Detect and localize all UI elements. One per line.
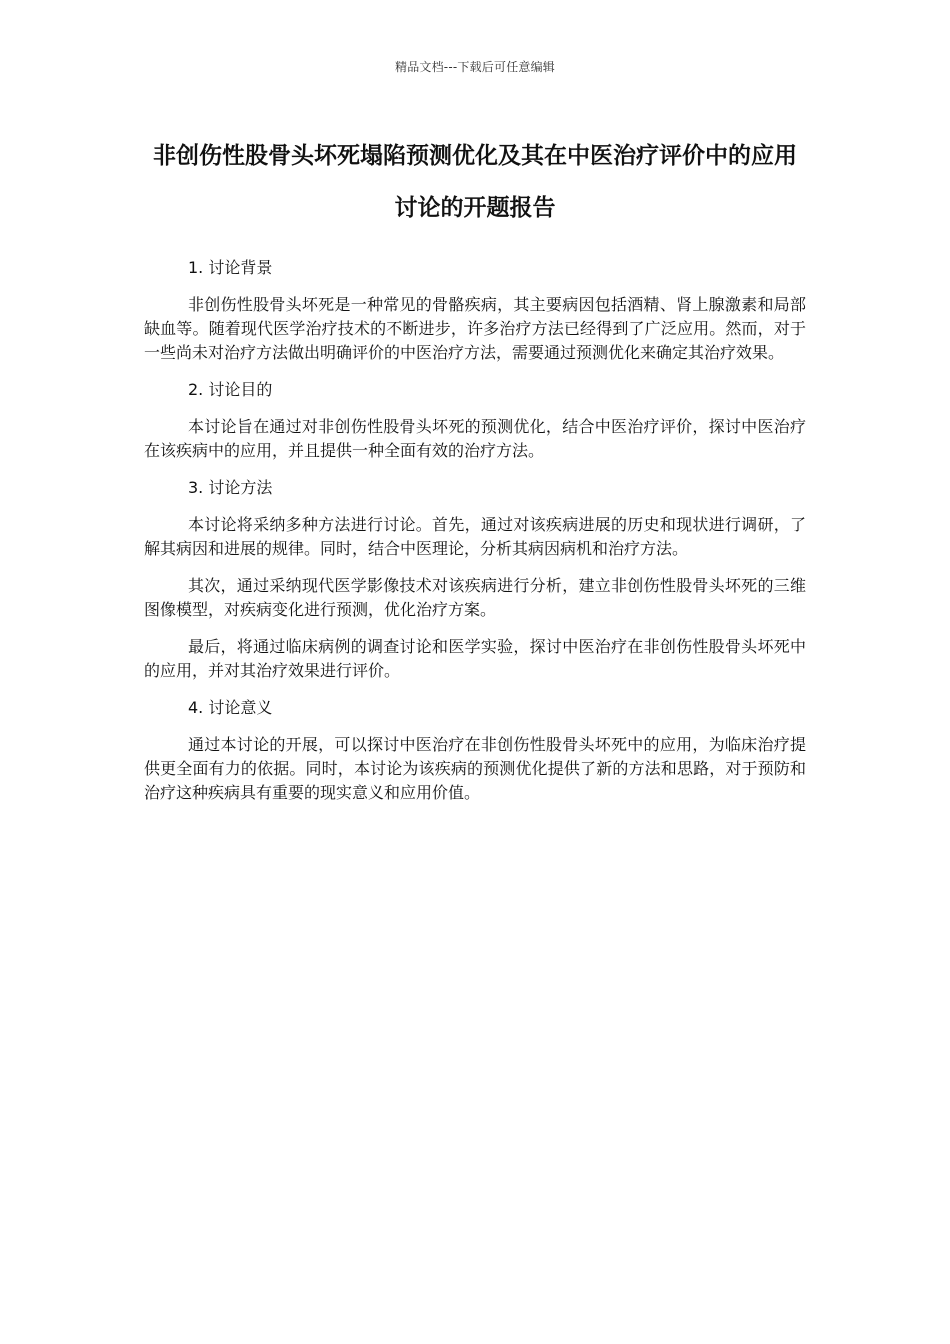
paragraph: 最后，将通过临床病例的调查讨论和医学实验，探讨中医治疗在非创伤性股骨头坏死中的应用，并对其治疗效果进行评价。 — [144, 637, 806, 680]
paragraph: 非创伤性股骨头坏死是一种常见的骨骼疾病，其主要病因包括酒精、肾上腺激素和局部缺血等。随着现代医学治疗技术的不断进步，许多治疗方法已经得到了广泛应用。然而，对于一些尚未对治疗方法做出明确评价的中医治疗方法，需要通过预测优化来确定其治疗效果。 — [144, 295, 806, 362]
paragraph: 其次，通过采纳现代医学影像技术对该疾病进行分析，建立非创伤性股骨头坏死的三维图像模型，对疾病变化进行预测，优化治疗方案。 — [144, 576, 806, 619]
document-title: 非创伤性股骨头坏死塌陷预测优化及其在中医治疗评价中的应用讨论的开题报告 — [153, 143, 797, 221]
section-heading-background: 1. 讨论背景 — [188, 258, 273, 277]
header-note: 精品文档---下载后可任意编辑 — [395, 60, 555, 74]
section-heading-methods: 3. 讨论方法 — [188, 478, 273, 497]
section-heading-purpose: 2. 讨论目的 — [188, 380, 273, 399]
paragraph: 本讨论将采纳多种方法进行讨论。首先，通过对该疾病进展的历史和现状进行调研，了解其病因和进展的规律。同时，结合中医理论，分析其病因病机和治疗方法。 — [144, 515, 806, 558]
section-heading-significance: 4. 讨论意义 — [188, 698, 273, 717]
document-body — [144, 256, 806, 818]
paragraph: 本讨论旨在通过对非创伤性股骨头坏死的预测优化，结合中医治疗评价，探讨中医治疗在该疾病中的应用，并且提供一种全面有效的治疗方法。 — [144, 417, 806, 460]
paragraph: 通过本讨论的开展，可以探讨中医治疗在非创伤性股骨头坏死中的应用，为临床治疗提供更全面有力的依据。同时，本讨论为该疾病的预测优化提供了新的方法和思路，对于预防和治疗这种疾病具有重要的现实意义和应用价值。 — [144, 735, 806, 802]
